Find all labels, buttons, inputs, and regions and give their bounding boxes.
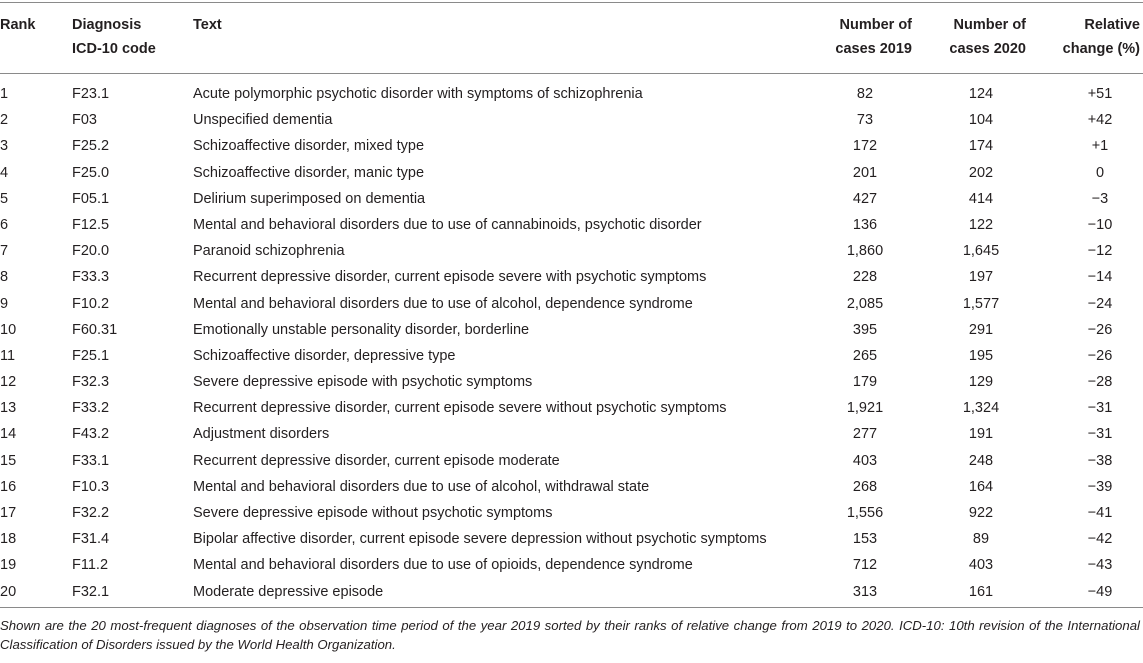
table-row <box>0 579 1143 605</box>
cell-icd-code: F60.31 <box>72 321 118 338</box>
cell-diagnosis-text: Mental and behavioral disorders due to use of alcohol, withdrawal state <box>193 478 650 495</box>
cell-relative-change: −12 <box>1087 243 1113 260</box>
cell-cases-2020: 129 <box>968 374 994 391</box>
cell-rank: 18 <box>0 531 17 548</box>
cell-rank: 1 <box>0 86 9 102</box>
cell-cases-2020: 104 <box>968 112 994 129</box>
cell-rank: 14 <box>0 426 17 443</box>
cell-icd-code: F33.2 <box>72 400 110 417</box>
cell-cases-2020: 124 <box>968 86 994 102</box>
cell-diagnosis-text: Mental and behavioral disorders due to use of alcohol, dependence syndrome <box>193 295 693 312</box>
cell-rank: 3 <box>0 138 9 155</box>
cell-relative-change: −26 <box>1087 347 1113 364</box>
table-row <box>0 107 1143 133</box>
cell-diagnosis-text: Bipolar affective disorder, current episode severe depression without psychotic symptoms <box>193 531 767 548</box>
cell-diagnosis-text: Mental and behavioral disorders due to use of cannabinoids, psychotic disorder <box>193 216 702 233</box>
table-row <box>0 133 1143 159</box>
cell-diagnosis-text: Adjustment disorders <box>193 426 330 443</box>
cell-cases-2019: 153 <box>852 531 878 548</box>
cell-relative-change: −41 <box>1087 505 1113 521</box>
cell-relative-change: −28 <box>1087 374 1113 391</box>
cell-diagnosis-text: Recurrent depressive disorder, current episode severe with psychotic symptoms <box>193 269 707 286</box>
cell-relative-change: −49 <box>1087 583 1113 600</box>
header-diagnosis-code: Diagnosis ICD-10 code <box>72 17 156 57</box>
cell-diagnosis-text: Moderate depressive episode <box>193 583 384 600</box>
cell-rank: 16 <box>0 478 17 495</box>
table-body <box>0 81 1143 605</box>
cell-rank: 9 <box>0 295 9 312</box>
table-row <box>0 500 1143 526</box>
cell-rank: 12 <box>0 374 17 391</box>
cell-cases-2020: 1,645 <box>962 243 1000 260</box>
cell-diagnosis-text: Delirium superimposed on dementia <box>193 190 426 207</box>
cell-relative-change: +42 <box>1087 112 1113 129</box>
cell-cases-2020: 922 <box>968 505 994 521</box>
cell-cases-2019: 179 <box>852 374 878 391</box>
table-row <box>0 395 1143 421</box>
cell-cases-2019: 201 <box>852 164 878 181</box>
cell-rank: 8 <box>0 269 9 286</box>
header-text: Text <box>193 17 222 33</box>
cell-diagnosis-text: Schizoaffective disorder, mixed type <box>193 138 425 155</box>
cell-diagnosis-text: Unspecified dementia <box>193 112 333 129</box>
cell-cases-2020: 197 <box>968 269 994 286</box>
cell-relative-change: −42 <box>1087 531 1113 548</box>
cell-relative-change: 0 <box>1095 164 1105 181</box>
cell-cases-2020: 122 <box>968 216 994 233</box>
cell-diagnosis-text: Emotionally unstable personality disorder, borderline <box>193 321 530 338</box>
cell-cases-2020: 164 <box>968 478 994 495</box>
table-row <box>0 186 1143 212</box>
cell-diagnosis-text: Paranoid schizophrenia <box>193 243 345 260</box>
cell-cases-2019: 82 <box>856 86 874 102</box>
cell-rank: 13 <box>0 400 17 417</box>
cell-cases-2020: 161 <box>968 583 994 600</box>
cell-rank: 11 <box>0 347 16 364</box>
cell-icd-code: F11.2 <box>72 557 109 574</box>
cell-rank: 6 <box>0 216 9 233</box>
cell-icd-code: F25.1 <box>72 347 110 364</box>
cell-cases-2019: 73 <box>856 112 874 129</box>
cell-cases-2020: 414 <box>968 190 994 207</box>
cell-rank: 19 <box>0 557 17 574</box>
cell-relative-change: −26 <box>1087 321 1113 338</box>
cell-relative-change: −24 <box>1087 295 1113 312</box>
cell-cases-2020: 195 <box>968 347 994 364</box>
cell-relative-change: −43 <box>1087 557 1113 574</box>
table-row <box>0 448 1143 474</box>
cell-cases-2019: 277 <box>852 426 878 443</box>
cell-diagnosis-text: Mental and behavioral disorders due to use of opioids, dependence syndrome <box>193 557 693 574</box>
cell-icd-code: F10.3 <box>72 478 110 495</box>
table-row <box>0 160 1143 186</box>
cell-cases-2020: 1,577 <box>962 295 1000 312</box>
cell-rank: 4 <box>0 164 9 181</box>
cell-icd-code: F23.1 <box>72 86 110 102</box>
cell-relative-change: −14 <box>1087 269 1113 286</box>
cell-relative-change: +1 <box>1091 138 1109 155</box>
table-row <box>0 421 1143 447</box>
cell-cases-2020: 202 <box>968 164 994 181</box>
cell-rank: 2 <box>0 112 9 129</box>
cell-rank: 10 <box>0 321 17 338</box>
cell-icd-code: F25.0 <box>72 164 110 181</box>
cell-relative-change: +51 <box>1087 86 1113 102</box>
table-row <box>0 212 1143 238</box>
cell-cases-2019: 395 <box>852 321 878 338</box>
header-cases-2020: Number of cases 2020 <box>949 17 1026 57</box>
cell-rank: 5 <box>0 190 9 207</box>
cell-cases-2020: 248 <box>968 452 994 469</box>
cell-relative-change: −38 <box>1087 452 1113 469</box>
cell-cases-2019: 228 <box>852 269 878 286</box>
cell-diagnosis-text: Schizoaffective disorder, depressive type <box>193 347 456 364</box>
cell-cases-2020: 191 <box>968 426 994 443</box>
table-row <box>0 264 1143 290</box>
cell-cases-2019: 2,085 <box>846 295 884 312</box>
table-bottom-rule <box>0 607 1143 608</box>
cell-diagnosis-text: Recurrent depressive disorder, current episode severe without psychotic symptoms <box>193 400 727 417</box>
cell-cases-2019: 403 <box>852 452 878 469</box>
table-row <box>0 317 1143 343</box>
cell-cases-2020: 403 <box>968 557 994 574</box>
cell-diagnosis-text: Acute polymorphic psychotic disorder with symptoms of schizophrenia <box>193 86 643 102</box>
cell-icd-code: F10.2 <box>72 295 110 312</box>
cell-relative-change: −31 <box>1087 400 1113 417</box>
cell-icd-code: F33.1 <box>72 452 110 469</box>
header-relative-change: Relative change (%) <box>1062 17 1140 57</box>
cell-cases-2020: 174 <box>968 138 994 155</box>
cell-cases-2019: 1,860 <box>846 243 884 260</box>
table-row <box>0 343 1143 369</box>
cell-diagnosis-text: Severe depressive episode without psychotic symptoms <box>193 505 553 521</box>
table-row <box>0 552 1143 578</box>
cell-relative-change: −31 <box>1087 426 1113 443</box>
header-cases-2019: Number of cases 2019 <box>835 17 912 57</box>
table-row <box>0 291 1143 317</box>
table-row <box>0 81 1143 107</box>
header-rank: Rank <box>0 17 36 33</box>
cell-cases-2020: 1,324 <box>962 400 1000 417</box>
table-row <box>0 238 1143 264</box>
cell-icd-code: F12.5 <box>72 216 110 233</box>
cell-cases-2019: 313 <box>852 583 878 600</box>
cell-cases-2020: 291 <box>968 321 994 338</box>
cell-diagnosis-text: Schizoaffective disorder, manic type <box>193 164 425 181</box>
cell-rank: 7 <box>0 243 9 260</box>
table-row <box>0 369 1143 395</box>
cell-icd-code: F33.3 <box>72 269 110 286</box>
cell-icd-code: F43.2 <box>72 426 110 443</box>
cell-icd-code: F03 <box>72 112 97 129</box>
cell-cases-2019: 1,921 <box>846 400 884 417</box>
cell-cases-2019: 268 <box>852 478 878 495</box>
cell-rank: 17 <box>0 505 17 521</box>
cell-rank: 20 <box>0 583 17 600</box>
cell-icd-code: F25.2 <box>72 138 110 155</box>
cell-diagnosis-text: Recurrent depressive disorder, current episode moderate <box>193 452 560 469</box>
cell-relative-change: −3 <box>1091 190 1109 207</box>
cell-relative-change: −39 <box>1087 478 1113 495</box>
cell-cases-2019: 427 <box>852 190 878 207</box>
table-header-rule <box>0 73 1143 74</box>
cell-cases-2019: 1,556 <box>846 505 884 521</box>
cell-icd-code: F20.0 <box>72 243 110 260</box>
cell-cases-2019: 265 <box>852 347 878 364</box>
table-caption: Shown are the 20 most-frequent diagnoses of the observation time period of the year 2019 sorted by their ranks of relative change from 2019 to 2020. ICD-10: 10th revision of the International Classification of Disorders issued by the World Health Organization. <box>0 618 1140 652</box>
cell-icd-code: F32.2 <box>72 505 110 521</box>
cell-icd-code: F32.1 <box>72 583 110 600</box>
cell-icd-code: F31.4 <box>72 531 110 548</box>
table-row <box>0 526 1143 552</box>
cell-icd-code: F05.1 <box>72 190 110 207</box>
cell-relative-change: −10 <box>1087 216 1113 233</box>
cell-cases-2019: 172 <box>852 138 878 155</box>
cell-diagnosis-text: Severe depressive episode with psychotic symptoms <box>193 374 533 391</box>
cell-cases-2019: 136 <box>852 216 878 233</box>
table-top-rule <box>0 2 1143 3</box>
cell-cases-2020: 89 <box>972 531 990 548</box>
cell-cases-2019: 712 <box>852 557 878 574</box>
table-row <box>0 474 1143 500</box>
cell-icd-code: F32.3 <box>72 374 110 391</box>
cell-rank: 15 <box>0 452 17 469</box>
